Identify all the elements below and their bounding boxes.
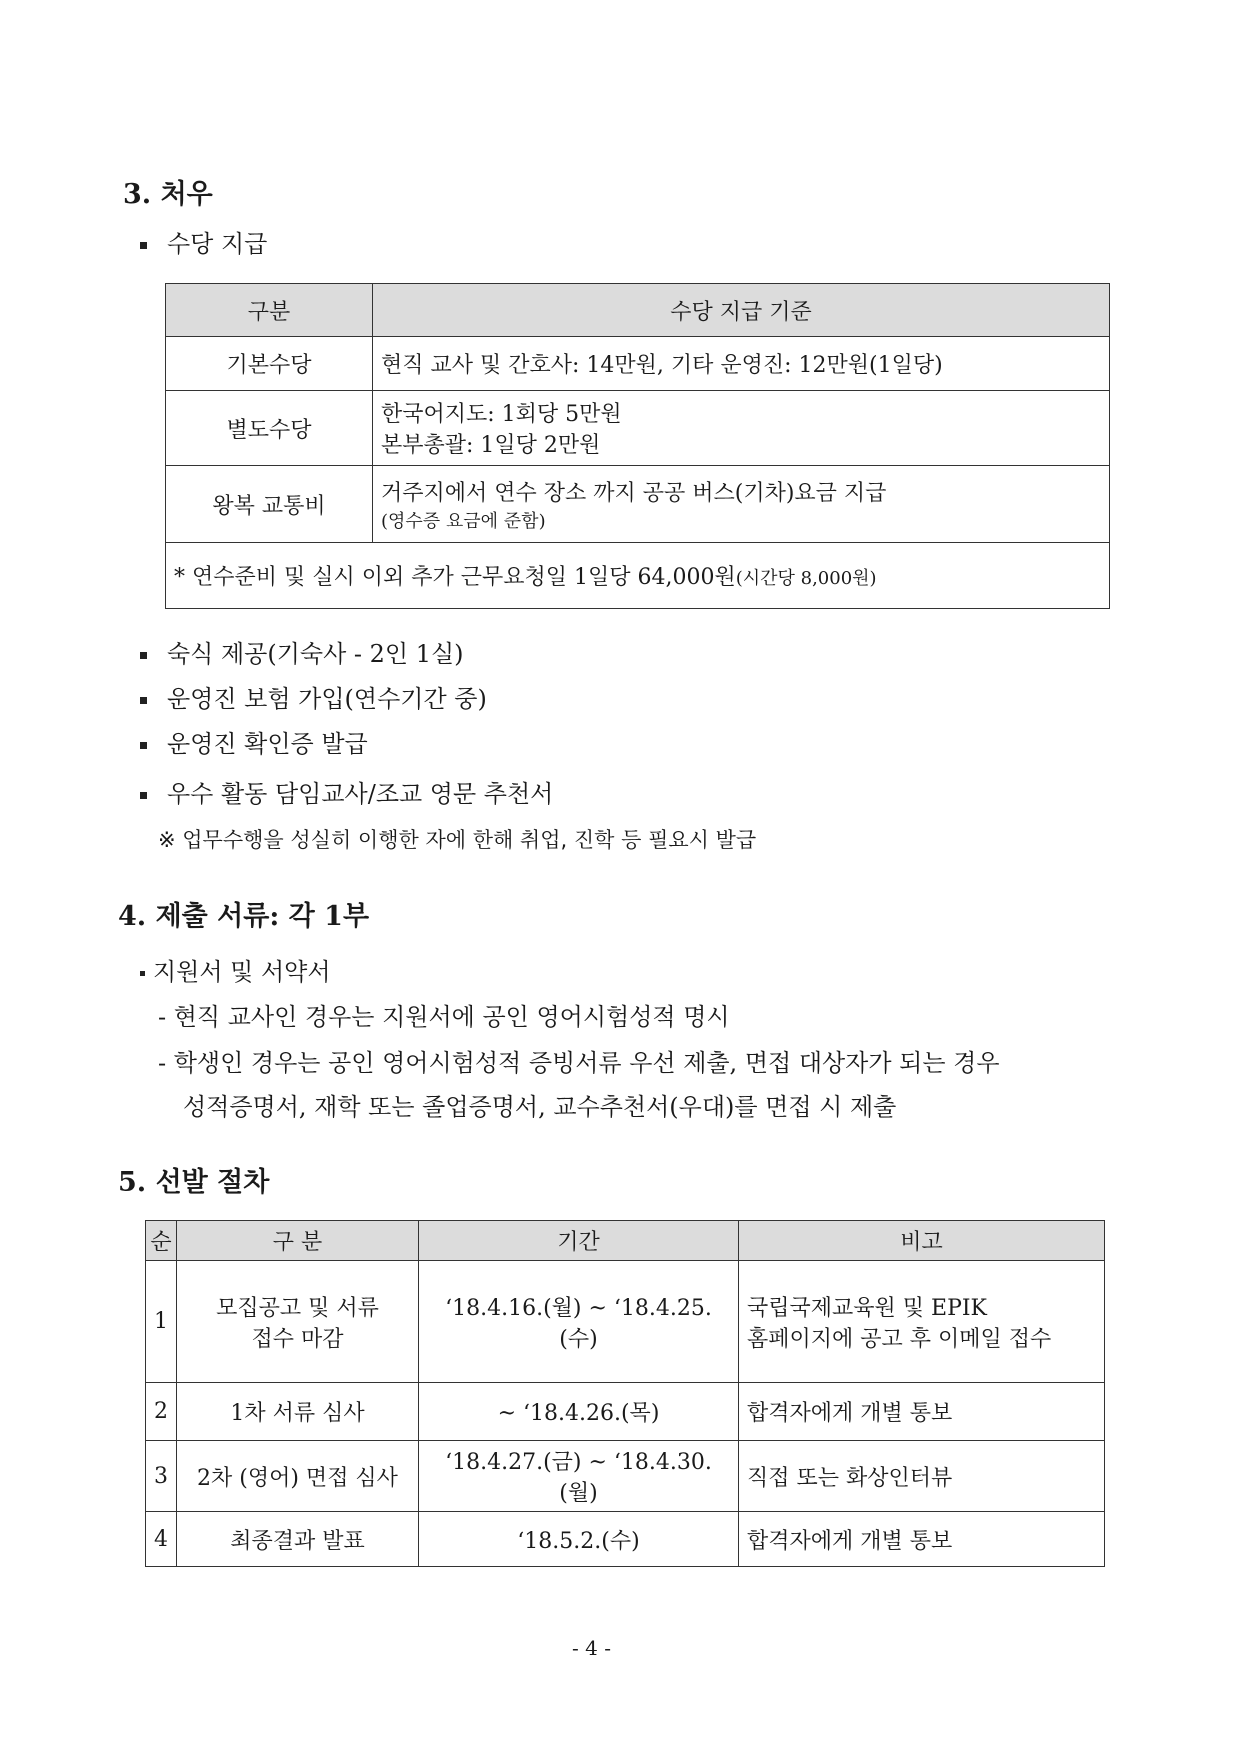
- line: (영수증 요금에 준함): [381, 510, 546, 532]
- header-cell: 구 분: [177, 1221, 419, 1261]
- row-label: 별도수당: [166, 391, 373, 466]
- line: 접수 마감: [251, 1326, 344, 1352]
- row-label: 기본수당: [166, 337, 373, 391]
- section-5-title: 5. 선발 절차: [118, 1167, 270, 1198]
- bullet-text: 지원서 및 서약서: [153, 958, 331, 986]
- row-value: [373, 466, 1110, 543]
- row-step: [177, 1261, 419, 1383]
- header-cell: 비고: [739, 1221, 1105, 1261]
- row-period: ‘18.5.2.(수): [419, 1512, 739, 1567]
- selection-table: [145, 1220, 1105, 1567]
- table-row: [166, 337, 1110, 391]
- row-number: 4: [146, 1512, 177, 1567]
- bullet-text: 운영진 보험 가입(연수기간 중): [167, 685, 487, 713]
- row-note: 합격자에게 개별 통보: [739, 1512, 1105, 1567]
- table-row: [146, 1383, 1105, 1441]
- table-row: [146, 1261, 1105, 1383]
- bullet-item: [140, 724, 368, 759]
- header-cell: 순: [146, 1221, 177, 1261]
- line: 홈페이지에 공고 후 이메일 접수: [747, 1326, 1052, 1352]
- table-row: [166, 391, 1110, 466]
- header-cell: 수당 지급 기준: [373, 284, 1110, 337]
- bullet-item: [140, 634, 464, 669]
- section-4-title: 4. 제출 서류: 각 1부: [118, 901, 370, 932]
- row-label: 왕복 교통비: [166, 466, 373, 543]
- line: 국립국제교육원 및 EPIK: [747, 1295, 987, 1321]
- row-step: 최종결과 발표: [177, 1512, 419, 1567]
- page-number: - 4 -: [572, 1636, 611, 1660]
- row-period: ‘18.4.27.(금) ~ ‘18.4.30.(월): [419, 1441, 739, 1512]
- bullet-text: 우수 활동 담임교사/조교 영문 추천서: [167, 780, 554, 808]
- bullet-allowance: [140, 224, 267, 259]
- bullet-text: 수당 지급: [167, 230, 268, 258]
- row-number: 2: [146, 1383, 177, 1441]
- doc-item: - 학생인 경우는 공인 영어시험성적 증빙서류 우선 제출, 면접 대상자가 되는 경우: [158, 1049, 1000, 1077]
- footer-small: (시간당 8,000원): [735, 568, 877, 589]
- footer-note: [166, 543, 1110, 609]
- line: 거주지에서 연수 장소 까지 공공 버스(기차)요금 지급: [381, 480, 887, 506]
- line: 본부총괄: 1일당 2만원: [381, 433, 601, 458]
- line: 한국어지도: 1회당 5만원: [381, 402, 622, 427]
- bullet-item: [140, 679, 487, 714]
- allowance-table: [165, 283, 1110, 609]
- header-cell: 기간: [419, 1221, 739, 1261]
- row-number: 1: [146, 1261, 177, 1383]
- row-value: 현직 교사 및 간호사: 14만원, 기타 운영진: 12만원(1일당): [373, 337, 1110, 391]
- header-cell: 구분: [166, 284, 373, 337]
- bullet-item: [140, 952, 331, 987]
- table-row: [146, 1441, 1105, 1512]
- table-footer-row: [166, 543, 1110, 609]
- table-row: [166, 466, 1110, 543]
- note: ※ 업무수행을 성실히 이행한 자에 한해 취업, 진학 등 필요시 발급: [158, 828, 757, 852]
- row-note: [739, 1261, 1105, 1383]
- row-step: 1차 서류 심사: [177, 1383, 419, 1441]
- row-step: 2차 (영어) 면접 심사: [177, 1441, 419, 1512]
- bullet-item: [140, 774, 553, 809]
- footer-text: * 연수준비 및 실시 이외 추가 근무요청일 1일당 64,000원: [174, 565, 736, 590]
- doc-item: 성적증명서, 재학 또는 졸업증명서, 교수추천서(우대)를 면접 시 제출: [183, 1093, 897, 1121]
- row-number: 3: [146, 1441, 177, 1512]
- bullet-text: 숙식 제공(기숙사 - 2인 1실): [167, 640, 464, 668]
- doc-item: - 현직 교사인 경우는 지원서에 공인 영어시험성적 명시: [158, 1003, 730, 1031]
- section-3-title: 3. 처우: [123, 179, 213, 210]
- row-value: [373, 391, 1110, 466]
- line: 모집공고 및 서류: [216, 1295, 379, 1321]
- row-period: ~ ‘18.4.26.(목): [419, 1383, 739, 1441]
- row-note: 합격자에게 개별 통보: [739, 1383, 1105, 1441]
- bullet-text: 운영진 확인증 발급: [167, 730, 368, 758]
- row-period: ‘18.4.16.(월) ~ ‘18.4.25.(수): [419, 1261, 739, 1383]
- table-row: [146, 1512, 1105, 1567]
- row-note: 직접 또는 화상인터뷰: [739, 1441, 1105, 1512]
